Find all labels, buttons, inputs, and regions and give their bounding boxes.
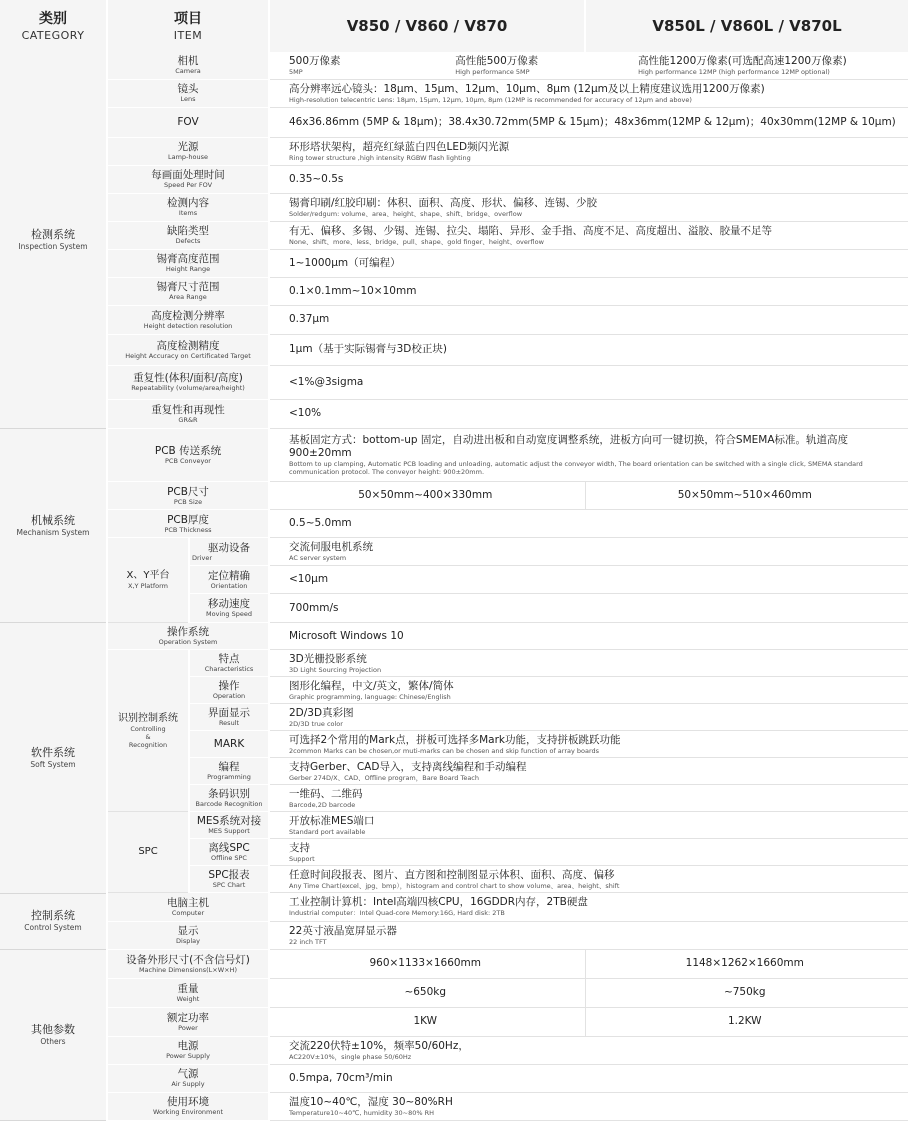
item-display: 显示 Display <box>107 921 269 949</box>
item-os: 操作系统 Operation System <box>107 623 269 650</box>
value-result: 2D/3D真彩图 2D/3D true color <box>269 704 908 731</box>
item-computer: 电脑主机 Computer <box>107 893 269 921</box>
row-height-res <box>0 305 908 334</box>
item-conveyor: PCB 传送系统 PCB Conveyor <box>107 429 269 482</box>
item-air: 气源 Air Supply <box>107 1064 269 1092</box>
item-supply: 电源 Power Supply <box>107 1036 269 1064</box>
row-lamp <box>0 137 908 165</box>
item-mes: MES系统对接 MES Support <box>189 812 269 839</box>
item-orientation: 定位精确 Orientation <box>189 566 269 594</box>
model-header-1: V850 / V860 / V870 <box>269 0 585 52</box>
value-area-range: 0.1×0.1mm~10×10mm <box>269 277 908 305</box>
value-lamp: 环形塔状架构，超亮红绿蓝白四色LED频闪光源 Ring tower structure ,high intensity RGBW flash lighting <box>269 137 908 165</box>
category-others: 其他参数 Others <box>0 949 107 1120</box>
value-operation: 图形化编程，中文/英文，繁体/简体 Graphic programming, language: Chinese/English <box>269 677 908 704</box>
category-inspection: 检测系统 Inspection System <box>0 52 107 429</box>
value-weight-2: ~750kg <box>585 978 908 1007</box>
category-header: 类别 CATEGORY <box>0 0 107 52</box>
item-characteristics: 特点 Characteristics <box>189 650 269 677</box>
value-display: 22英寸液晶宽屏显示器 22 inch TFT <box>269 921 908 949</box>
item-height-acc: 高度检测精度 Height Accuracy on Certificated Target <box>107 334 269 365</box>
item-weight: 重量 Weight <box>107 978 269 1007</box>
value-camera: 500万像素 5MP 高性能500万像素 High performance 5MP 高性能1200万像素(可选配高速1200万像素) High performance 12MP (high performance 12MP optional) <box>269 52 908 79</box>
value-air: 0.5mpa, 70cm³/min <box>269 1064 908 1092</box>
value-spc-chart: 任意时间段报表、图片、直方图和控制图显示体积、面积、高度、偏移 Any Time Chart(excel、jpg、bmp），histogram and control chart to show volume、area、height、shift <box>269 866 908 893</box>
item-control: 识别控制系统 Controlling & Recognition <box>107 650 189 812</box>
item-dimensions: 设备外形尺寸(不含信号灯) Machine Dimensions(L×W×H) <box>107 949 269 978</box>
value-mes: 开放标准MES端口 Standard port available <box>269 812 908 839</box>
item-spc: SPC <box>107 812 189 893</box>
item-height-res: 高度检测分辨率 Height detection resolution <box>107 305 269 334</box>
value-environment: 温度10~40℃，湿度 30~80%RH Temperature10~40℃, humidity 30~80% RH <box>269 1092 908 1120</box>
value-os: Microsoft Windows 10 <box>269 623 908 650</box>
row-power <box>0 1007 908 1036</box>
value-pcb-thickness: 0.5~5.0mm <box>269 510 908 538</box>
value-weight-1: ~650kg <box>269 978 585 1007</box>
row-os <box>0 623 908 650</box>
item-repeat: 重复性(体积/面积/高度) Repeatability (volume/area/height) <box>107 365 269 399</box>
row-height-range <box>0 249 908 277</box>
value-grr: <10% <box>269 399 908 428</box>
row-weight <box>0 978 908 1007</box>
row-dimensions <box>0 949 908 978</box>
row-characteristics <box>0 650 908 677</box>
item-fov: FOV <box>107 107 269 137</box>
item-operation: 操作 Operation <box>189 677 269 704</box>
value-dimensions-2: 1148×1262×1660mm <box>585 949 908 978</box>
item-area-range: 锡膏尺寸范围 Area Range <box>107 277 269 305</box>
value-power-1: 1KW <box>269 1007 585 1036</box>
value-pcb-size-2: 50×50mm~510×460mm <box>585 482 908 510</box>
value-orientation: <10μm <box>269 566 908 594</box>
value-height-acc: 1μm（基于实际锡膏与3D校正块) <box>269 334 908 365</box>
row-supply <box>0 1036 908 1064</box>
row-area-range <box>0 277 908 305</box>
row-speed <box>0 165 908 193</box>
row-grr <box>0 399 908 428</box>
row-camera <box>0 52 908 79</box>
row-driver <box>0 538 908 566</box>
item-moving: 移动速度 Moving Speed <box>189 594 269 623</box>
item-programming: 编程 Programming <box>189 758 269 785</box>
table-header <box>0 0 908 52</box>
item-platform: X、Y平台 X,Y Platform <box>107 538 189 623</box>
value-lens: 高分辨率远心镜头：18μm、15μm、12μm、10μm、8μm (12μm及以上精度建议选用1200万像素) High-resolution telecentric Lens: 18μm, 15μm, 12μm, 10μm, 8μm (12MP is recommended for accuracy of 12μm and above) <box>269 79 908 107</box>
item-speed: 每画面处理时间 Speed Per FOV <box>107 165 269 193</box>
item-camera: 相机 Camera <box>107 52 269 79</box>
row-mes <box>0 812 908 839</box>
row-defects <box>0 221 908 249</box>
item-defects: 缺陷类型 Defects <box>107 221 269 249</box>
item-lamp: 光源 Lamp-house <box>107 137 269 165</box>
row-conveyor <box>0 429 908 482</box>
value-repeat: <1%@3sigma <box>269 365 908 399</box>
value-moving: 700mm/s <box>269 594 908 623</box>
value-items: 锡膏印刷/红胶印刷：体积、面积、高度、形状、偏移、连锡、少胶 Solder/redgum: volume、area、height、shape、shift、bridge、overflow <box>269 193 908 221</box>
item-pcb-thickness: PCB厚度 PCB Thickness <box>107 510 269 538</box>
value-offline-spc: 支持 Support <box>269 839 908 866</box>
item-lens: 镜头 Lens <box>107 79 269 107</box>
row-display <box>0 921 908 949</box>
value-height-res: 0.37μm <box>269 305 908 334</box>
item-grr: 重复性和再现性 GR&R <box>107 399 269 428</box>
row-computer <box>0 893 908 921</box>
value-defects: 有无、偏移、多锡、少锡、连锡、拉尖、塌陷、异形、金手指、高度不足、高度超出、溢胶、胶量不足等 None、shift、more、less、bridge、pull、shape、gold finger、height、overflow <box>269 221 908 249</box>
value-mark: 可选择2个常用的Mark点，拼板可选择多Mark功能，支持拼板跳跃功能 2common Marks can be chosen,or muti-marks can be chosen and skip function of array boards <box>269 731 908 758</box>
value-programming: 支持Gerber、CAD导入，支持离线编程和手动编程 Gerber 274D/X、CAD、Offline program，Bare Board Teach <box>269 758 908 785</box>
value-pcb-size-1: 50×50mm~400×330mm <box>269 482 585 510</box>
item-power: 额定功率 Power <box>107 1007 269 1036</box>
row-repeat <box>0 365 908 399</box>
item-environment: 使用环境 Working Environment <box>107 1092 269 1120</box>
row-environment <box>0 1092 908 1120</box>
item-spc-chart: SPC报表 SPC Chart <box>189 866 269 893</box>
category-control: 控制系统 Control System <box>0 893 107 949</box>
item-result: 界面显示 Result <box>189 704 269 731</box>
item-header: 项目 ITEM <box>107 0 269 52</box>
category-software: 软件系统 Soft System <box>0 623 107 894</box>
category-mechanism: 机械系统 Mechanism System <box>0 429 107 623</box>
row-lens <box>0 79 908 107</box>
item-pcb-size: PCB尺寸 PCB Size <box>107 482 269 510</box>
row-fov <box>0 107 908 137</box>
row-height-acc <box>0 334 908 365</box>
item-items: 检测内容 Items <box>107 193 269 221</box>
item-mark: MARK <box>189 731 269 758</box>
value-supply: 交流220伏特±10%，频率50/60Hz， AC220V±10%，single phase 50/60Hz <box>269 1036 908 1064</box>
value-computer: 工业控制计算机：Intel高端四核CPU，16GDDR内存，2TB硬盘 Industrial computer：Intel Quad-core Memory:16G, Hard disk: 2TB <box>269 893 908 921</box>
item-height-range: 锡膏高度范围 Height Range <box>107 249 269 277</box>
value-conveyor: 基板固定方式：bottom-up 固定，自动进出板和自动宽度调整系统，进板方向可一键切换，符合SMEMA标准。轨道高度900±20mm Bottom to up clamping, Automatic PCB loading and unloading, automatic adjust the conveyor width, The board orientation can be switched with a single click, SMEMA standard communication protocol. The conveyor height: 900±20mm. <box>269 429 908 482</box>
row-items <box>0 193 908 221</box>
value-speed: 0.35~0.5s <box>269 165 908 193</box>
value-height-range: 1~1000μm（可编程） <box>269 249 908 277</box>
item-offline-spc: 离线SPC Offline SPC <box>189 839 269 866</box>
value-characteristics: 3D光栅投影系统 3D Light Sourcing Projection <box>269 650 908 677</box>
value-dimensions-1: 960×1133×1660mm <box>269 949 585 978</box>
value-power-2: 1.2KW <box>585 1007 908 1036</box>
item-driver: 驱动设备 Driver <box>189 538 269 566</box>
value-barcode: 一维码、二维码 Barcode,2D barcode <box>269 785 908 812</box>
row-pcb-thickness <box>0 510 908 538</box>
row-air <box>0 1064 908 1092</box>
row-pcb-size <box>0 482 908 510</box>
value-fov: 46x36.86mm (5MP & 18μm)；38.4x30.72mm(5MP & 15μm)；48x36mm(12MP & 12μm)；40x30mm(12MP & 10μm) <box>269 107 908 137</box>
value-driver: 交流伺服电机系统 AC server system <box>269 538 908 566</box>
model-header-2: V850L / V860L / V870L <box>585 0 908 52</box>
item-barcode: 条码识别 Barcode Recognition <box>189 785 269 812</box>
